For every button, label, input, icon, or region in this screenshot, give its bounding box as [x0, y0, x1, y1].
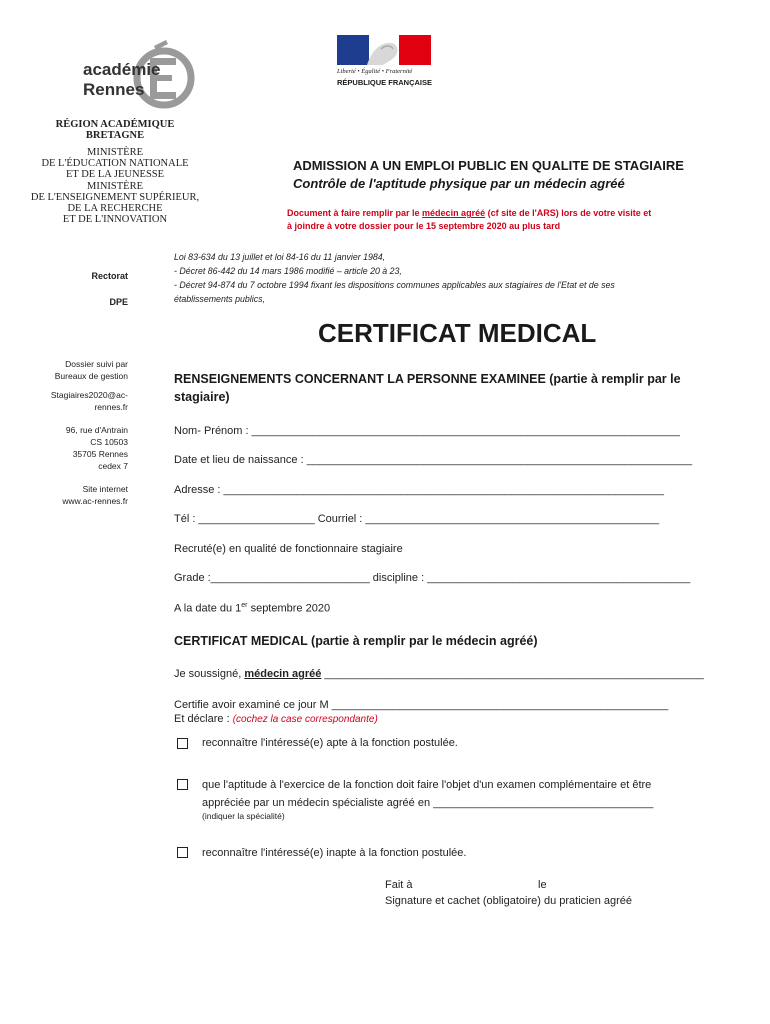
recruited-text: Recruté(e) en qualité de fonctionnaire stagiaire: [174, 543, 403, 555]
instruction-line2: à joindre à votre dossier pour le 15 septembre 2020 au plus tard: [287, 221, 561, 231]
certificate-heading: CERTIFICAT MEDICAL: [318, 318, 597, 348]
section-examinee-heading: [174, 370, 681, 406]
declare-text: [174, 713, 378, 725]
soussigne-text: Je soussigné,: [174, 668, 245, 680]
date-le-label: le: [538, 879, 547, 891]
sidebar-text: Site internet: [82, 484, 128, 494]
law-line: - Décret 94-874 du 7 octobre 1994 fixant les dispositions communes applicables aux stagiaires de l'Etat et de ses: [174, 280, 615, 290]
law-line: - Décret 86-442 du 14 mars 1986 modifié – article 20 à 23,: [174, 266, 402, 276]
ministry-education: [25, 147, 205, 180]
sidebar-text: cedex 7: [98, 461, 128, 471]
region-block: [40, 119, 190, 141]
ministry-line: MINISTÈRE: [87, 147, 143, 158]
sidebar-text: Dossier suivi par: [65, 359, 128, 369]
region-line2: BRETAGNE: [85, 130, 145, 141]
option-inapte-label: reconnaître l'intéressé(e) inapte à la fonction postulée.: [202, 847, 467, 859]
inapte-checkbox[interactable]: [177, 847, 188, 858]
phone-email-field[interactable]: Tél : ___________________ Courriel : ________________________________________________: [174, 513, 660, 525]
ministry-line: ET DE L'INNOVATION: [62, 214, 168, 225]
republique-logo: [337, 35, 432, 90]
birth-field[interactable]: Date et lieu de naissance : _______________________________________________________________: [174, 454, 693, 466]
sidebar-text: CS 10503: [90, 437, 128, 447]
grade-discipline-field[interactable]: Grade :__________________________ discipline : ___________________________________________: [174, 572, 691, 584]
instruction-text: Document à faire remplir par le: [287, 208, 423, 218]
academie-logo: [80, 38, 200, 118]
academie-city: Rennes: [83, 80, 145, 99]
option-complementary-line1: que l'aptitude à l'exercice de la fonction doit faire l'objet d'un examen complémentaire et être: [202, 779, 652, 791]
page-title: ADMISSION A UN EMPLOI PUBLIC EN QUALITE DE STAGIAIRE: [293, 158, 684, 173]
examined-person-field[interactable]: Certifie avoir examiné ce jour M _______________________________________________________: [174, 699, 669, 711]
page-subtitle: Contrôle de l'aptitude physique par un médecin agréé: [293, 176, 625, 191]
medecin-agree-link: médecin agréé: [422, 208, 486, 218]
law-line: Loi 83-634 du 13 juillet et loi 84-16 du 11 janvier 1984,: [174, 252, 386, 262]
section-doctor-heading: CERTIFICAT MEDICAL (partie à remplir par le médecin agréé): [174, 634, 538, 648]
rf-motto: Liberté • Égalité • Fraternité: [337, 68, 413, 75]
sidebar-text: Bureaux de gestion: [54, 371, 128, 381]
sidebar-text: rennes.fr: [94, 402, 128, 412]
soussigne-blank: ______________________________________________________________: [321, 668, 704, 680]
complementary-exam-checkbox[interactable]: [177, 779, 188, 790]
sidebar-rectorat: Rectorat: [91, 271, 128, 281]
medecin-agree-text: médecin agréé: [244, 668, 322, 680]
address-field[interactable]: Adresse : ________________________________________________________________________: [174, 484, 664, 496]
apte-checkbox[interactable]: [177, 738, 188, 749]
ministry-line: ET DE LA JEUNESSE: [65, 169, 165, 180]
ministry-higher-education: [25, 181, 205, 225]
region-line1: RÉGION ACADÉMIQUE: [55, 119, 175, 130]
date-text-part: A la date du 1: [174, 602, 242, 615]
sidebar-text: www.ac-rennes.fr: [62, 496, 128, 506]
date-text: [174, 602, 330, 615]
sidebar-email: [20, 389, 128, 413]
specialty-hint: (indiquer la spécialité): [202, 811, 285, 821]
section-heading-line: RENSEIGNEMENTS CONCERNANT LA PERSONNE EXAMINEE (partie à remplir par le: [174, 372, 681, 386]
doctor-name-field[interactable]: [174, 668, 704, 680]
sidebar-website: [20, 483, 128, 507]
sidebar-dossier: [20, 358, 128, 382]
fait-a-label: Fait à: [385, 879, 413, 891]
instruction-text: (cf site de l'ARS) lors de votre visite et: [485, 208, 652, 218]
sidebar-address: [20, 424, 128, 472]
signature-label: Signature et cachet (obligatoire) du praticien agréé: [385, 895, 633, 907]
law-line: établissements publics,: [174, 294, 265, 304]
instruction-line1: [287, 207, 651, 220]
instruction-note: [287, 207, 651, 233]
ministry-line: DE L'ÉDUCATION NATIONALE: [41, 158, 189, 169]
section-heading-line: stagiaire): [174, 390, 230, 404]
date-text-part: septembre 2020: [247, 602, 331, 615]
ministry-line: DE LA RECHERCHE: [67, 203, 163, 214]
academie-word: académie: [83, 60, 161, 79]
name-field[interactable]: Nom- Prénom : ______________________________________________________________________: [174, 425, 680, 437]
rf-name: RÉPUBLIQUE FRANÇAISE: [337, 78, 433, 87]
date-superscript: er: [241, 602, 248, 609]
marianne-icon: [337, 35, 431, 65]
ministry-line: DE L'ENSEIGNEMENT SUPÉRIEUR,: [30, 192, 200, 203]
legal-references: [174, 250, 615, 306]
sidebar-dpe: DPE: [109, 297, 128, 307]
sidebar-text: Stagiaires2020@ac-: [50, 390, 128, 400]
sidebar-text: 35705 Rennes: [72, 449, 128, 459]
sidebar-text: 96, rue d'Antrain: [65, 425, 128, 435]
declare-instruction: (cochez la case correspondante): [232, 714, 378, 725]
declare-label: Et déclare :: [174, 713, 233, 725]
option-complementary-line2[interactable]: appréciée par un médecin spécialiste agréé en ____________________________________: [202, 797, 654, 809]
ministry-line: MINISTÈRE: [87, 181, 143, 192]
option-apte-label: reconnaître l'intéressé(e) apte à la fonction postulée.: [202, 737, 458, 749]
